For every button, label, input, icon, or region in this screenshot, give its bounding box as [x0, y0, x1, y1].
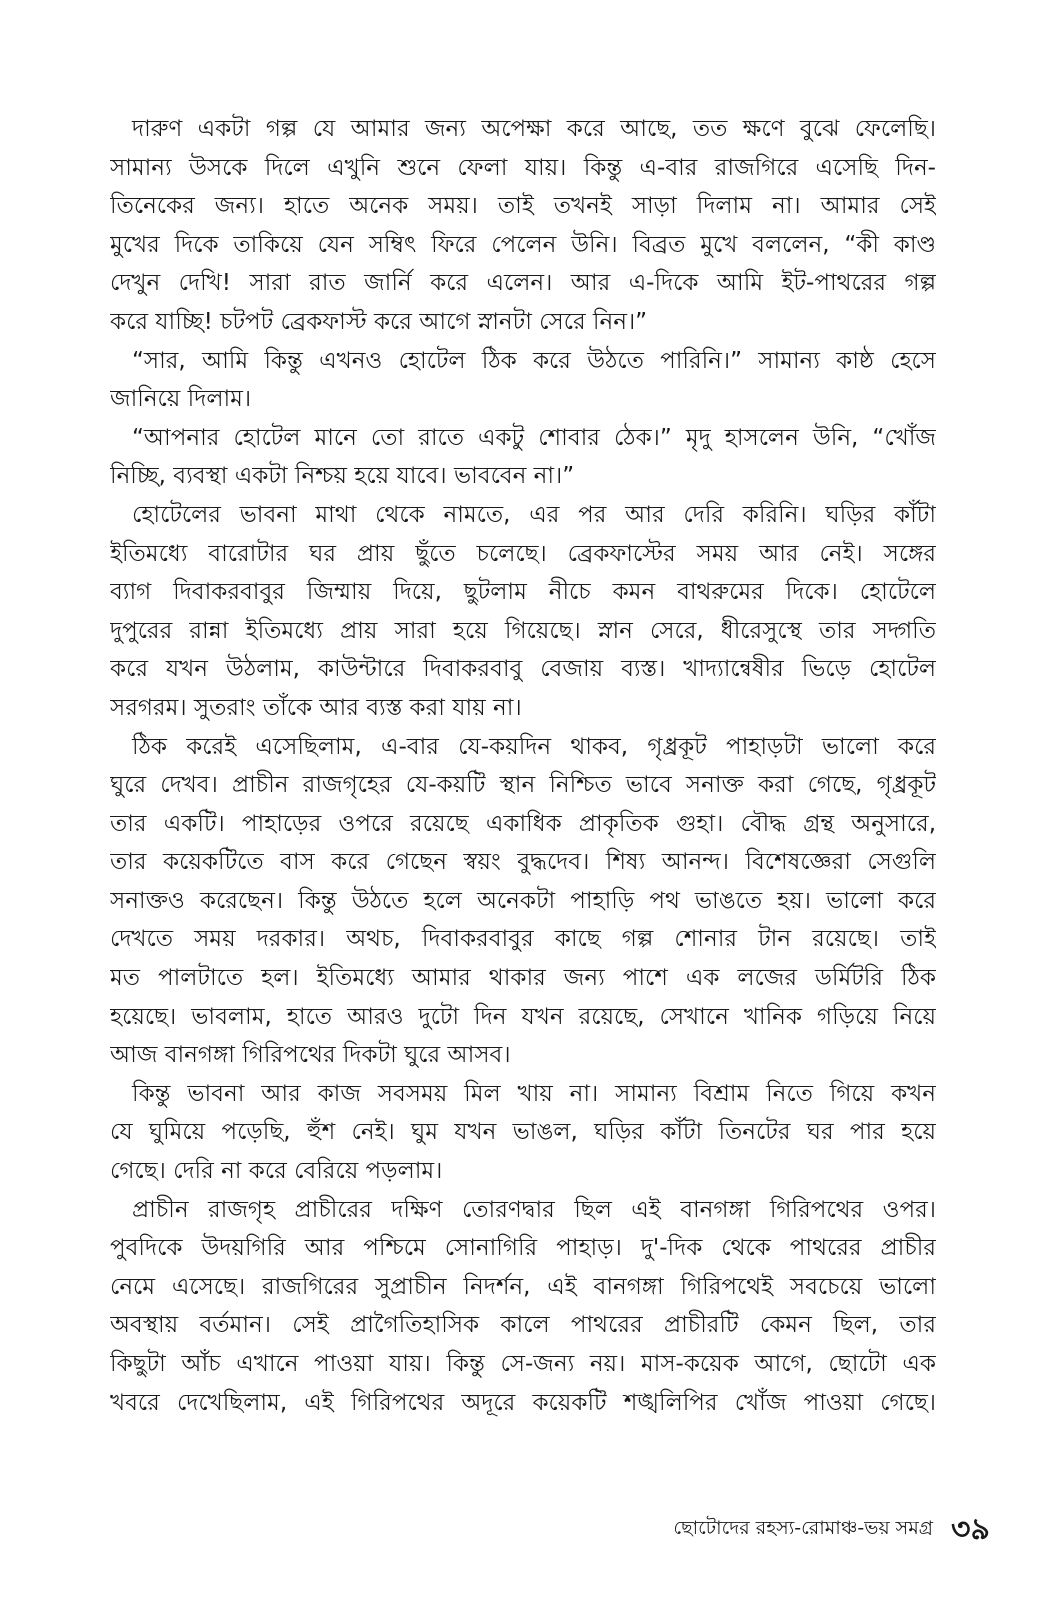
text-line: দেখতে সময় দরকার। অথচ, দিবাকরবাবুর কাছে গল্প শোনার টান রয়েছে। তাই — [110, 926, 936, 953]
text-line: অবস্থায় বর্তমান। সেই প্রাগৈতিহাসিক কালে পাথরের প্রাচীরটি কেমন ছিল, তার — [110, 1312, 936, 1339]
text-line: মত পালটাতে হল। ইতিমধ্যে আমার থাকার জন্য পাশে এক লজের ডর্মিটরি ঠিক — [110, 965, 936, 992]
text-line: মুখের দিকে তাকিয়ে যেন সম্বিৎ ফিরে পেলেন উনি। বিব্রত মুখে বললেন, “কী কাণ্ড — [110, 231, 936, 258]
text-line: নেমে এসেছে। রাজগিরের সুপ্রাচীন নিদর্শন, এই বানগঙ্গা গিরিপথেই সবচেয়ে ভালো — [110, 1273, 936, 1300]
text-line: গেছে। দেরি না করে বেরিয়ে পড়লাম। — [110, 1158, 443, 1185]
text-line: তার একটি। পাহাড়ের ওপরে রয়েছে একাধিক প্রাকৃতিক গুহা। বৌদ্ধ গ্রন্থ অনুসারে, — [110, 810, 936, 837]
text-line: দারুণ একটা গল্প যে আমার জন্য অপেক্ষা করে আছে, তত ক্ষণে বুঝে ফেলেছি। — [132, 116, 936, 142]
text-line: জানিয়ে দিলাম। — [110, 386, 252, 413]
text-line: ইতিমধ্যে বারোটার ঘর প্রায় ছুঁতে চলেছে। ব্রেকফাস্টের সময় আর নেই। সঙ্গের — [110, 540, 936, 567]
text-line: তিনেকের জন্য। হাতে অনেক সময়। তাই তখনই সাড়া দিলাম না। আমার সেই — [110, 193, 936, 220]
text-line: সনাক্তও করেছেন। কিন্তু উঠতে হলে অনেকটা পাহাড়ি পথ ভাঙতে হয়। ভালো করে — [110, 887, 936, 914]
text-line: করে যাচ্ছি! চটপট ব্রেকফাস্ট করে আগে স্নানটা সেরে নিন।” — [110, 308, 648, 335]
text-line: করে যখন উঠলাম, কাউন্টারে দিবাকরবাবু বেজায় ব্যস্ত। খাদ্যান্বেষীর ভিড়ে হোটেল — [110, 656, 936, 683]
text-line: পুবদিকে উদয়গিরি আর পশ্চিমে সোনাগিরি পাহাড়। দু'-দিক থেকে পাথরের প্রাচীর — [110, 1235, 936, 1262]
text-line: “সার, আমি কিন্তু এখনও হোটেল ঠিক করে উঠতে পারিনি।” সামান্য কাষ্ঠ হেসে — [132, 347, 936, 374]
text-line: আজ বানগঙ্গা গিরিপথের দিকটা ঘুরে আসব। — [110, 1042, 511, 1069]
text-line: সামান্য উসকে দিলে এখুনি শুনে ফেলা যায়। কিন্তু এ-বার রাজগিরে এসেছি দিন- — [110, 154, 936, 181]
text-line: ঠিক করেই এসেছিলাম, এ-বার যে-কয়দিন থাকব, গৃধ্রকূট পাহাড়টা ভালো করে — [132, 733, 936, 760]
page-body-text — [110, 110, 936, 1422]
page-number: ৩৯ — [951, 1511, 990, 1547]
running-footer-book-title: ছোটোদের রহস্য-রোমাঞ্চ-ভয় সমগ্র — [673, 1517, 934, 1539]
text-line: কিন্তু ভাবনা আর কাজ সবসময় মিল খায় না। সামান্য বিশ্রাম নিতে গিয়ে কখন — [132, 1080, 936, 1107]
text-line: ঘুরে দেখব। প্রাচীন রাজগৃহের যে-কয়টি স্থান নিশ্চিত ভাবে সনাক্ত করা গেছে, গৃধ্রকূট — [110, 772, 936, 799]
text-line: “আপনার হোটেল মানে তো রাতে একটু শোবার ঠেক।” মৃদু হাসলেন উনি, “খোঁজ — [132, 424, 936, 451]
text-line: হোটেলের ভাবনা মাথা থেকে নামতে, এর পর আর দেরি করিনি। ঘড়ির কাঁটা — [132, 501, 936, 528]
text-line: দেখুন দেখি! সারা রাত জার্নি করে এলেন। আর এ-দিকে আমি ইট-পাথরের গল্প — [110, 270, 936, 297]
text-line: খবরে দেখেছিলাম, এই গিরিপথের অদূরে কয়েকটি শঙ্খলিপির খোঁজ পাওয়া গেছে। — [110, 1389, 936, 1416]
text-line: নিচ্ছি, ব্যবস্থা একটা নিশ্চয় হয়ে যাবে। ভাববেন না।” — [110, 463, 575, 490]
text-line: কিছুটা আঁচ এখানে পাওয়া যায়। কিন্তু সে-জন্য নয়। মাস-কয়েক আগে, ছোটো এক — [110, 1351, 936, 1377]
text-line: যে ঘুমিয়ে পড়েছি, হুঁশ নেই। ঘুম যখন ভাঙল, ঘড়ির কাঁটা তিনটের ঘর পার হয়ে — [110, 1119, 936, 1146]
text-line: তার কয়েকটিতে বাস করে গেছেন স্বয়ং বুদ্ধদেব। শিষ্য আনন্দ। বিশেষজ্ঞেরা সেগুলি — [110, 849, 936, 876]
text-line: হয়েছে। ভাবলাম, হাতে আরও দুটো দিন যখন রয়েছে, সেখানে খানিক গড়িয়ে নিয়ে — [110, 1003, 936, 1030]
text-line: প্রাচীন রাজগৃহ প্রাচীরের দক্ষিণ তোরণদ্বার ছিল এই বানগঙ্গা গিরিপথের ওপর। — [132, 1196, 936, 1223]
text-line: সরগরম। সুতরাং তাঁকে আর ব্যস্ত করা যায় না। — [110, 694, 522, 721]
page-footer — [540, 1510, 990, 1550]
text-line: ব্যাগ দিবাকরবাবুর জিম্মায় দিয়ে, ছুটলাম নীচে কমন বাথরুমের দিকে। হোটেলে — [110, 579, 936, 606]
text-line: দুপুরের রান্না ইতিমধ্যে প্রায় সারা হয়ে গিয়েছে। স্নান সেরে, ধীরেসুস্থে তার সদ্গতি — [110, 617, 936, 644]
